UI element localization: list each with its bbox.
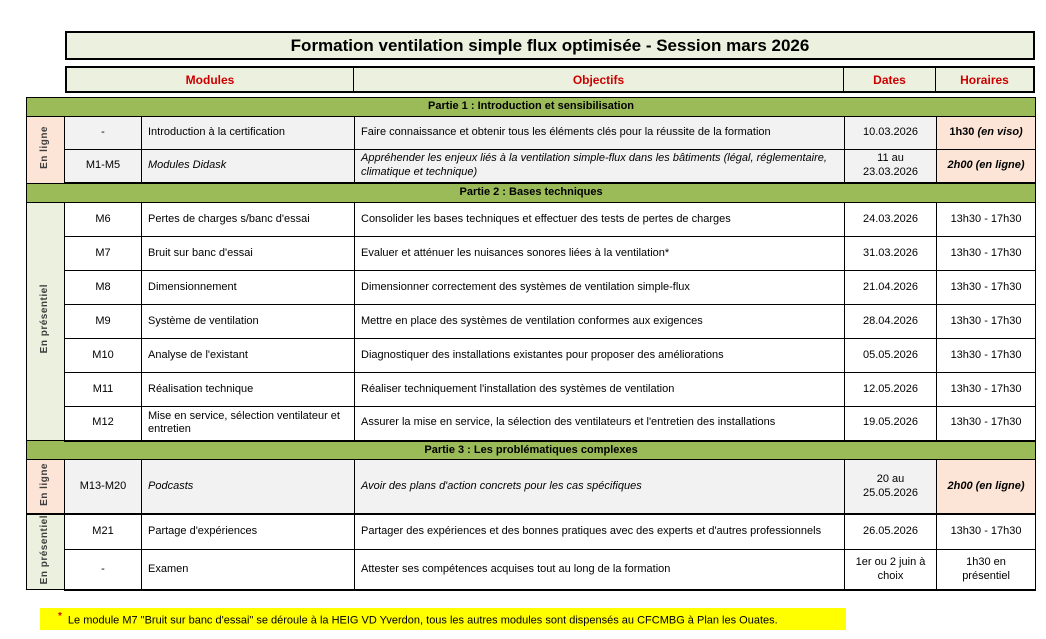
table-row: [27, 271, 1036, 305]
module-name-cell: Analyse de l'existant: [142, 339, 355, 373]
objectif-cell: Faire connaissance et obtenir tous les éléments clés pour la réussite de la formation: [355, 116, 845, 149]
module-code-cell: M21: [65, 514, 142, 550]
table-row: [27, 339, 1036, 373]
module-name-cell: Partage d'expériences: [142, 514, 355, 550]
side-label-en-presentiel: En présentiel: [27, 514, 65, 590]
section-band-partie3: Partie 3 : Les problématiques complexes: [27, 441, 1036, 460]
module-name-cell: Introduction à la certification: [142, 116, 355, 149]
table-row: [27, 514, 1036, 550]
column-header-modules: Modules: [67, 68, 354, 91]
table-row: [27, 116, 1036, 149]
module-name-cell: Pertes de charges s/banc d'essai: [142, 203, 355, 237]
module-code-cell: M10: [65, 339, 142, 373]
module-code-cell: M1-M5: [65, 149, 142, 183]
module-name-cell: Dimensionnement: [142, 271, 355, 305]
objectif-cell: Réaliser techniquement l'installation des systèmes de ventilation: [355, 373, 845, 407]
date-cell: 20 au 25.05.2026: [845, 460, 937, 514]
objectif-cell: Attester ses compétences acquises tout au long de la formation: [355, 550, 845, 590]
table-row: [27, 305, 1036, 339]
table-row: [27, 149, 1036, 183]
module-code-cell: M11: [65, 373, 142, 407]
objectif-cell: Diagnostiquer des installations existantes pour proposer des améliorations: [355, 339, 845, 373]
column-header-dates: Dates: [844, 68, 936, 91]
horaire-cell: 13h30 - 17h30: [937, 407, 1036, 441]
date-cell: 12.05.2026: [845, 373, 937, 407]
date-cell: 05.05.2026: [845, 339, 937, 373]
objectif-cell: Dimensionner correctement des systèmes de ventilation simple-flux: [355, 271, 845, 305]
horaire-cell: 1h30 en présentiel: [937, 550, 1036, 590]
footnote-asterisk: *: [58, 610, 62, 622]
date-cell: 1er ou 2 juin à choix: [845, 550, 937, 590]
side-label-en-presentiel: En présentiel: [27, 203, 65, 441]
date-cell: 28.04.2026: [845, 305, 937, 339]
module-name-cell: Modules Didask: [142, 149, 355, 183]
date-cell: 21.04.2026: [845, 271, 937, 305]
section-band-partie2: Partie 2 : Bases techniques: [27, 183, 1036, 202]
date-cell: 26.05.2026: [845, 514, 937, 550]
module-name-cell: Podcasts: [142, 460, 355, 514]
horaire-cell: 13h30 - 17h30: [937, 237, 1036, 271]
module-code-cell: M7: [65, 237, 142, 271]
horaire-cell: 13h30 - 17h30: [937, 203, 1036, 237]
module-name-cell: Mise en service, sélection ventilateur et entretien: [142, 407, 355, 441]
page-title: Formation ventilation simple flux optimisée - Session mars 2026: [65, 31, 1035, 60]
horaire-cell: 1h30 (en viso): [937, 116, 1036, 149]
module-name-cell: Examen: [142, 550, 355, 590]
side-label-en-ligne: En ligne: [27, 460, 65, 514]
horaire-cell: 2h00 (en ligne): [937, 149, 1036, 183]
horaire-cell: 13h30 - 17h30: [937, 373, 1036, 407]
module-name-cell: Système de ventilation: [142, 305, 355, 339]
objectif-cell: Consolider les bases techniques et effectuer des tests de pertes de charges: [355, 203, 845, 237]
table-row: [27, 460, 1036, 514]
footnote-text: Le module M7 "Bruit sur banc d'essai" se déroule à la HEIG VD Yverdon, tous les autres modules sont dispensés au CFCMBG à Plan les Ouates.: [67, 614, 778, 627]
schedule-table: [26, 97, 1036, 591]
objectif-cell: Partager des expériences et des bonnes pratiques avec des experts et d'autres professionnels: [355, 514, 845, 550]
table-row: [27, 550, 1036, 590]
footnote-highlight: [40, 608, 846, 631]
section-band-row: [27, 183, 1036, 202]
table-row: [27, 407, 1036, 441]
module-code-cell: M13-M20: [65, 460, 142, 514]
date-cell: 31.03.2026: [845, 237, 937, 271]
section-band-partie1: Partie 1 : Introduction et sensibilisation: [27, 98, 1036, 117]
objectif-cell: Evaluer et atténuer les nuisances sonores liées à la ventilation*: [355, 237, 845, 271]
column-header-row: [65, 66, 1035, 93]
horaire-cell: 13h30 - 17h30: [937, 339, 1036, 373]
section-band-row: [27, 98, 1036, 117]
module-code-cell: M6: [65, 203, 142, 237]
table-row: [27, 373, 1036, 407]
module-name-cell: Réalisation technique: [142, 373, 355, 407]
horaire-cell: 13h30 - 17h30: [937, 514, 1036, 550]
objectif-cell: Assurer la mise en service, la sélection des ventilateurs et l'entretien des installations: [355, 407, 845, 441]
horaire-cell: 2h00 (en ligne): [937, 460, 1036, 514]
horaire-cell: 13h30 - 17h30: [937, 271, 1036, 305]
table-row: [27, 237, 1036, 271]
module-code-cell: M9: [65, 305, 142, 339]
objectif-cell: Mettre en place des systèmes de ventilation conformes aux exigences: [355, 305, 845, 339]
horaire-cell: 13h30 - 17h30: [937, 305, 1036, 339]
objectif-cell: Appréhender les enjeux liés à la ventilation simple-flux dans les bâtiments (légal, réglementaire, climatique et technique): [355, 149, 845, 183]
date-cell: 19.05.2026: [845, 407, 937, 441]
module-code-cell: -: [65, 550, 142, 590]
date-cell: 11 au 23.03.2026: [845, 149, 937, 183]
objectif-cell: Avoir des plans d'action concrets pour les cas spécifiques: [355, 460, 845, 514]
side-label-en-ligne: En ligne: [27, 116, 65, 183]
column-header-objectifs: Objectifs: [354, 68, 844, 91]
module-code-cell: M8: [65, 271, 142, 305]
date-cell: 10.03.2026: [845, 116, 937, 149]
module-name-cell: Bruit sur banc d'essai: [142, 237, 355, 271]
date-cell: 24.03.2026: [845, 203, 937, 237]
table-row: [27, 203, 1036, 237]
section-band-row: [27, 441, 1036, 460]
module-code-cell: M12: [65, 407, 142, 441]
module-code-cell: -: [65, 116, 142, 149]
column-header-horaires: Horaires: [936, 68, 1033, 91]
